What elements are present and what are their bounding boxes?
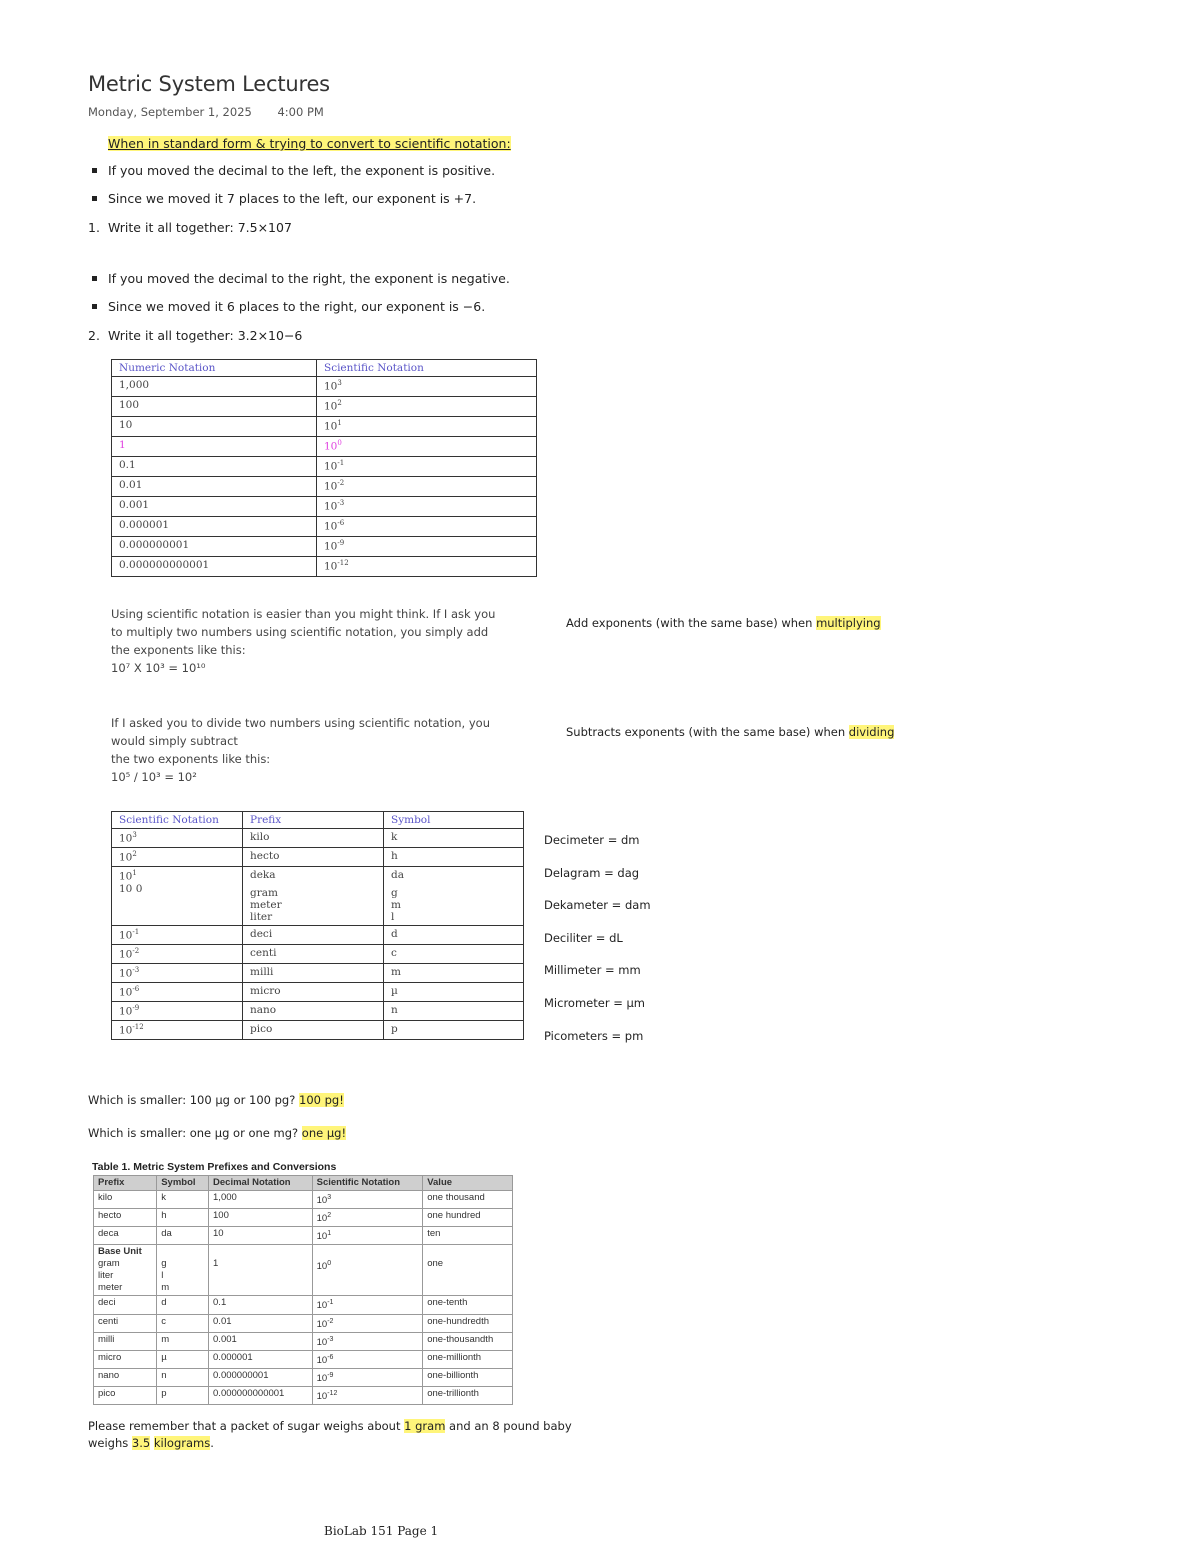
closing-highlight-2b: kilograms — [153, 1436, 211, 1450]
table3-base-row — [94, 1245, 513, 1296]
exponent: 2 — [132, 850, 137, 858]
table3-header-cell: Scientific Notation — [312, 1176, 423, 1191]
exponent: -2 — [327, 1317, 334, 1325]
abbreviation-item: Delagram = dag — [544, 865, 640, 880]
numeric-notation-table — [111, 359, 537, 577]
page-footer: BioLab 151 Page 1 — [324, 1524, 439, 1538]
divide-line-1: If I asked you to divide two numbers using scientific notation, you — [111, 716, 490, 730]
value-cell: one-trillionth — [423, 1387, 513, 1405]
value-cell: one-tenth — [423, 1296, 513, 1314]
exponent: -1 — [337, 459, 345, 467]
scientific-cell: $10^3$ — [317, 377, 537, 397]
symbol: m — [161, 1282, 170, 1294]
value-cell: one thousand — [423, 1191, 513, 1209]
conversion-heading-text: When in standard form & trying to convert to scientific notation: — [108, 136, 511, 151]
table3-row — [94, 1209, 513, 1227]
table1-row — [112, 517, 537, 537]
exponent: 3 — [337, 379, 342, 387]
multiply-line-2: to multiply two numbers using scientific notation, you simply add — [111, 625, 489, 639]
decimal-cell: 0.000000000001 — [209, 1387, 313, 1405]
exponent: -9 — [337, 539, 345, 547]
numeric-cell: 100 — [112, 397, 317, 417]
value-cell: one-billionth — [423, 1369, 513, 1387]
prefix-cell: centi — [94, 1314, 157, 1332]
prefix-cell: micro — [243, 983, 384, 1002]
exponent: -3 — [337, 499, 345, 507]
scientific-cell: $10^{-12}$ — [312, 1387, 423, 1405]
base-unit: meter — [98, 1282, 123, 1294]
table3-row — [94, 1387, 513, 1405]
scientific-value: $10^0$ — [316, 1260, 332, 1273]
base-unit: liter — [250, 911, 273, 923]
scientific-cell — [312, 1245, 423, 1296]
decimal-cell: 0.001 — [209, 1332, 313, 1350]
scientific-cell: $10^2$ — [312, 1209, 423, 1227]
divide-paragraph — [111, 714, 490, 786]
closing-text-2: and an 8 pound baby weighs — [88, 1419, 572, 1450]
abbreviation-item: Deciliter = dL — [544, 930, 623, 945]
exponent: 1 — [132, 869, 137, 877]
table3-header-cell: Prefix — [94, 1176, 157, 1191]
multiply-paragraph — [111, 605, 495, 677]
numeric-cell: 1 — [112, 437, 317, 457]
spacer — [161, 1246, 204, 1258]
exponent: 3 — [327, 1194, 332, 1201]
table2-header-cell: Prefix — [243, 812, 384, 829]
metric-prefixes-table — [93, 1175, 513, 1405]
symbol: g — [161, 1258, 167, 1270]
symbol-cell: m — [157, 1332, 209, 1350]
table3-header-row — [94, 1176, 513, 1191]
symbol-cell: n — [157, 1369, 209, 1387]
exponent: -6 — [327, 1353, 334, 1361]
base-unit: gram — [250, 887, 278, 899]
numeric-cell: 0.01 — [112, 477, 317, 497]
symbol-cell: µ — [157, 1350, 209, 1368]
table3-row — [94, 1350, 513, 1368]
table1-header-cell: Scientific Notation — [317, 360, 537, 377]
table1-row — [112, 397, 537, 417]
prefix-cell: micro — [94, 1350, 157, 1368]
scientific-cell: $10^1$ 10 0 — [112, 867, 243, 926]
scientific-cell: $10^{-1}$ — [317, 457, 537, 477]
symbol: g — [391, 887, 398, 899]
base-unit: meter — [250, 899, 282, 911]
bullet-icon — [92, 168, 97, 173]
table3-row — [94, 1314, 513, 1332]
prefix-cell: nano — [94, 1369, 157, 1387]
prefix-cell: deci — [94, 1296, 157, 1314]
scientific-cell: $10^{-9}$ — [312, 1369, 423, 1387]
prefix-cell: milli — [94, 1332, 157, 1350]
table1-row — [112, 497, 537, 517]
table2-row — [112, 829, 524, 848]
answer-1: 100 pg! — [299, 1093, 344, 1107]
symbol-cell: da — [157, 1227, 209, 1245]
divide-side-text: Subtracts exponents (with the same base) when — [566, 725, 846, 739]
table2-row — [112, 1021, 524, 1040]
scientific-cell: $10^{-6}$ — [112, 983, 243, 1002]
numeric-cell: 10 — [112, 417, 317, 437]
exponent: 3 — [132, 831, 137, 839]
bullet-icon — [92, 276, 97, 281]
page-time: 4:00 PM — [277, 105, 324, 119]
abbreviation-item: Decimeter = dm — [544, 833, 640, 847]
scientific-cell: $10^3$ — [112, 829, 243, 848]
prefix-cell: nano — [243, 1002, 384, 1021]
spacer — [317, 1246, 419, 1258]
decimal-cell: 0.000001 — [209, 1350, 313, 1368]
exponent: -12 — [337, 559, 349, 567]
table1-row — [112, 477, 537, 497]
table3-row — [94, 1369, 513, 1387]
date-line — [88, 105, 346, 119]
question-2 — [88, 1126, 346, 1140]
scientific-cell: $10^2$ — [112, 848, 243, 867]
exponent: -3 — [327, 1335, 334, 1343]
table3-row — [94, 1332, 513, 1350]
exponent: -9 — [327, 1372, 334, 1380]
page-title: Metric System Lectures — [88, 72, 330, 96]
symbol-cell: h — [157, 1209, 209, 1227]
scientific-cell: $10^{-6}$ — [317, 517, 537, 537]
table2-row — [112, 1002, 524, 1021]
table2-header-cell: Scientific Notation — [112, 812, 243, 829]
exponent: -9 — [132, 1004, 140, 1012]
divide-line-3: the two exponents like this: — [111, 752, 271, 766]
table2-row — [112, 848, 524, 867]
symbol-cell: m — [384, 964, 524, 983]
scientific-cell: $10^{-2}$ — [312, 1314, 423, 1332]
table3-header-cell: Value — [423, 1176, 513, 1191]
table2-header-cell: Symbol — [384, 812, 524, 829]
scientific-cell: $10^1$ — [312, 1227, 423, 1245]
decimal-cell: 0.000000001 — [209, 1369, 313, 1387]
value-text: one — [427, 1258, 444, 1270]
multiply-side-highlight: multiplying — [816, 616, 881, 630]
exponent: -2 — [337, 479, 345, 487]
value-cell: one hundred — [423, 1209, 513, 1227]
question-2-text: Which is smaller: one µg or one mg? — [88, 1126, 299, 1140]
exponent: -6 — [337, 519, 345, 527]
symbol-cell: µ — [384, 983, 524, 1002]
table1-row — [112, 417, 537, 437]
table2-row — [112, 964, 524, 983]
prefix-cell: milli — [243, 964, 384, 983]
spacer — [427, 1246, 508, 1258]
symbol-cell: k — [157, 1191, 209, 1209]
decimal-cell: 10 — [209, 1227, 313, 1245]
abbreviation-item: Micrometer = µm — [544, 996, 646, 1010]
question-1-text: Which is smaller: 100 µg or 100 pg? — [88, 1093, 296, 1107]
decimal-value: 1 — [213, 1258, 219, 1270]
left-step: Write it all together: 7.5×107 — [108, 220, 292, 235]
symbol-cell — [157, 1245, 209, 1296]
prefix-cell: deci — [243, 926, 384, 945]
prefix-cell: hecto — [243, 848, 384, 867]
symbol: m — [391, 899, 401, 911]
scientific-cell: $10^{-9}$ — [317, 537, 537, 557]
prefix-cell: hecto — [94, 1209, 157, 1227]
prefix-cell: deca — [94, 1227, 157, 1245]
scientific-cell: $10^{-9}$ — [112, 1002, 243, 1021]
scientific-cell: $10^{-3}$ — [312, 1332, 423, 1350]
scientific-cell: $10^{-1}$ — [312, 1296, 423, 1314]
closing-end: . — [210, 1436, 214, 1450]
right-bullet-1: If you moved the decimal to the right, the exponent is negative. — [108, 271, 510, 286]
exponent: 1 — [337, 419, 342, 427]
divide-example: 10⁵ / 10³ = 10² — [111, 770, 197, 784]
exponent: -1 — [132, 928, 140, 936]
table2-row — [112, 926, 524, 945]
prefix-deka: deka — [250, 869, 276, 881]
divide-side-note — [566, 725, 894, 739]
multiply-example: 10⁷ X 10³ = 10¹⁰ — [111, 661, 206, 675]
table3-row — [94, 1296, 513, 1314]
symbol-cell: h — [384, 848, 524, 867]
symbol-cell: c — [157, 1314, 209, 1332]
scientific-cell: $10^{-12}$ — [112, 1021, 243, 1040]
scientific-cell: $10^{-3}$ — [112, 964, 243, 983]
decimal-cell: 100 — [209, 1209, 313, 1227]
symbol-cell: d — [157, 1296, 209, 1314]
table3-row — [94, 1191, 513, 1209]
scientific-cell: $10^{-1}$ — [112, 926, 243, 945]
page-date: Monday, September 1, 2025 — [88, 105, 252, 119]
symbol: da — [391, 869, 404, 881]
symbol-cell: n — [384, 1002, 524, 1021]
exponent: -6 — [132, 985, 140, 993]
closing-note — [88, 1418, 608, 1452]
symbol-cell: k — [384, 829, 524, 848]
numeric-cell: 1,000 — [112, 377, 317, 397]
table3-row — [94, 1227, 513, 1245]
scientific-cell: $10^{-2}$ — [112, 945, 243, 964]
multiply-side-text: Add exponents (with the same base) when — [566, 616, 813, 630]
table3-header-cell: Decimal Notation — [209, 1176, 313, 1191]
table2-header-row — [112, 812, 524, 829]
abbreviation-item: Picometers = pm — [544, 1028, 644, 1043]
closing-highlight-2a: 3.5 — [131, 1436, 151, 1450]
table1-row — [112, 437, 537, 457]
exponent: 0 — [327, 1260, 332, 1268]
base-unit-label: Base Unit — [98, 1246, 142, 1258]
prefix-table — [111, 811, 524, 1040]
base-unit: liter — [98, 1270, 114, 1282]
spacer — [213, 1246, 308, 1258]
value-cell: ten — [423, 1227, 513, 1245]
scientific-cell: $10^2$ — [317, 397, 537, 417]
bullet-icon — [92, 196, 97, 201]
exponent: -12 — [132, 1023, 144, 1031]
decimal-cell: 1,000 — [209, 1191, 313, 1209]
table1-row — [112, 377, 537, 397]
prefix-cell: kilo — [94, 1191, 157, 1209]
symbol-cell: c — [384, 945, 524, 964]
symbol-cell: d — [384, 926, 524, 945]
table1-row — [112, 537, 537, 557]
table3-header-cell: Symbol — [157, 1176, 209, 1191]
scientific-cell: $10^{-2}$ — [317, 477, 537, 497]
numeric-cell: 0.000000000001 — [112, 557, 317, 577]
left-bullet-1: If you moved the decimal to the left, the exponent is positive. — [108, 163, 496, 178]
value-cell: one-thousandth — [423, 1332, 513, 1350]
decimal-cell: 0.01 — [209, 1314, 313, 1332]
step-number-2: 2. — [88, 328, 100, 343]
exponent: -1 — [327, 1299, 334, 1307]
scientific-cell: $10^{-12}$ — [317, 557, 537, 577]
exponent: -3 — [132, 966, 140, 974]
exponent: 1 — [327, 1230, 332, 1238]
left-bullet-2: Since we moved it 7 places to the left, our exponent is +7. — [108, 191, 477, 206]
abbreviation-item: Dekameter = dam — [544, 898, 651, 913]
prefix-cell: centi — [243, 945, 384, 964]
value-cell — [423, 1245, 513, 1296]
bullet-icon — [92, 304, 97, 309]
symbol: l — [391, 911, 395, 923]
multiply-side-note — [566, 616, 881, 630]
table3-caption: Table 1. Metric System Prefixes and Conversions — [92, 1161, 337, 1173]
table2-row — [112, 983, 524, 1002]
symbol-cell: p — [384, 1021, 524, 1040]
symbol-cell: p — [157, 1387, 209, 1405]
right-step: Write it all together: 3.2×10−6 — [108, 328, 303, 343]
decimal-cell — [209, 1245, 313, 1296]
question-1 — [88, 1093, 344, 1107]
exponent: 2 — [337, 399, 342, 407]
prefix-cell — [94, 1245, 157, 1296]
symbol: l — [161, 1270, 164, 1282]
numeric-cell: 0.000000001 — [112, 537, 317, 557]
prefix-cell: kilo — [243, 829, 384, 848]
scientific-cell: $10^3$ — [312, 1191, 423, 1209]
decimal-cell: 0.1 — [209, 1296, 313, 1314]
base-unit: gram — [98, 1258, 120, 1270]
table1-header-row — [112, 360, 537, 377]
table1-header-cell: Numeric Notation — [112, 360, 317, 377]
prefix-cell: pico — [94, 1387, 157, 1405]
answer-2: one µg! — [301, 1126, 347, 1140]
divide-line-2: would simply subtract — [111, 734, 238, 748]
closing-text-1: Please remember that a packet of sugar weighs about — [88, 1419, 401, 1433]
divide-side-highlight: dividing — [848, 725, 895, 739]
prefix-cell: pico — [243, 1021, 384, 1040]
prefix-cell — [243, 867, 384, 926]
value-cell: one-hundredth — [423, 1314, 513, 1332]
right-bullet-2: Since we moved it 6 places to the right, our exponent is −6. — [108, 299, 486, 314]
table1-row — [112, 457, 537, 477]
multiply-line-1: Using scientific notation is easier than you might think. If I ask you — [111, 607, 496, 621]
closing-highlight-1: 1 gram — [404, 1419, 446, 1433]
exponent: 0 — [337, 439, 342, 447]
scientific-cell: $10^{-3}$ — [317, 497, 537, 517]
table2-row — [112, 945, 524, 964]
table1-row — [112, 557, 537, 577]
value-cell: one-millionth — [423, 1350, 513, 1368]
numeric-cell: 0.000001 — [112, 517, 317, 537]
exponent: -2 — [132, 947, 140, 955]
step-number-1: 1. — [88, 220, 100, 235]
abbreviation-item: Millimeter = mm — [544, 963, 641, 978]
multiply-line-3: the exponents like this: — [111, 643, 246, 657]
conversion-heading — [108, 136, 511, 151]
scientific-cell: $10^1$ — [317, 417, 537, 437]
numeric-cell: 0.001 — [112, 497, 317, 517]
exponent: 2 — [327, 1212, 332, 1220]
symbol-cell — [384, 867, 524, 926]
numeric-cell: 0.1 — [112, 457, 317, 477]
scientific-cell: $10^{-6}$ — [312, 1350, 423, 1368]
scientific-cell: $10^0$ — [317, 437, 537, 457]
table2-deka-row — [112, 867, 524, 926]
exponent: -12 — [327, 1390, 338, 1398]
base-exponent: 10 0 — [119, 882, 143, 895]
